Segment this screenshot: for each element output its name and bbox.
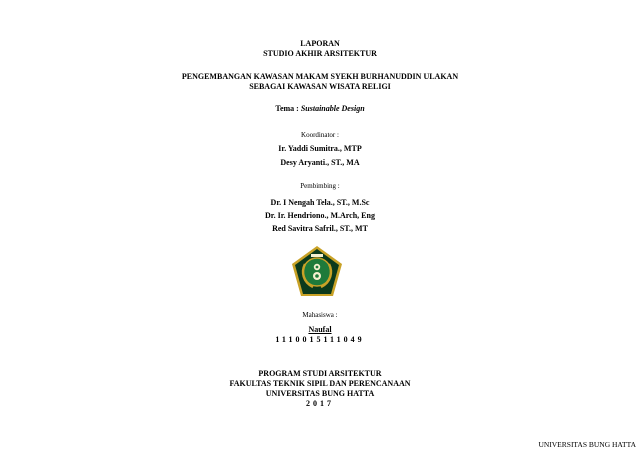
- theme-prefix: Tema :: [275, 104, 301, 113]
- supervisor-name: Red Savitra Safril., ST., MT: [272, 224, 368, 233]
- coordinator-name: Ir. Yaddi Sumitra., MTP: [278, 144, 362, 153]
- student-label: Mahasiswa :: [302, 311, 338, 319]
- studio-label: STUDIO AKHIR ARSITEKTUR: [263, 49, 377, 58]
- year: 2017: [306, 399, 334, 408]
- coordinator-label: Koordinator :: [301, 131, 339, 139]
- report-label: LAPORAN: [300, 39, 340, 48]
- supervisor-name: Dr. Ir. Hendriono., M.Arch, Eng: [265, 211, 375, 220]
- student-name: Naufal: [308, 325, 332, 334]
- university-name: UNIVERSITAS BUNG HATTA: [265, 389, 375, 398]
- theme-value: Sustainable Design: [300, 104, 365, 113]
- page-footer: UNIVERSITAS BUNG HATTA: [538, 440, 636, 449]
- supervisor-name: Dr. I Nengah Tela., ST., M.Sc: [270, 198, 370, 207]
- coordinator-name: Desy Aryanti., ST., MA: [280, 158, 360, 167]
- title-line-2: SEBAGAI KAWASAN WISATA RELIGI: [249, 82, 391, 91]
- faculty-name: FAKULTAS TEKNIK SIPIL DAN PERENCANAAN: [229, 379, 411, 388]
- supervisor-label: Pembimbing :: [300, 182, 340, 190]
- theme-line: [0, 104, 640, 114]
- student-id: 1110015111049: [275, 335, 365, 344]
- university-emblem-icon: [289, 244, 345, 300]
- title-line-1: PENGEMBANGAN KAWASAN MAKAM SYEKH BURHANUDDIN ULAKAN: [181, 72, 459, 81]
- program-name: PROGRAM STUDI ARSITEKTUR: [258, 369, 382, 378]
